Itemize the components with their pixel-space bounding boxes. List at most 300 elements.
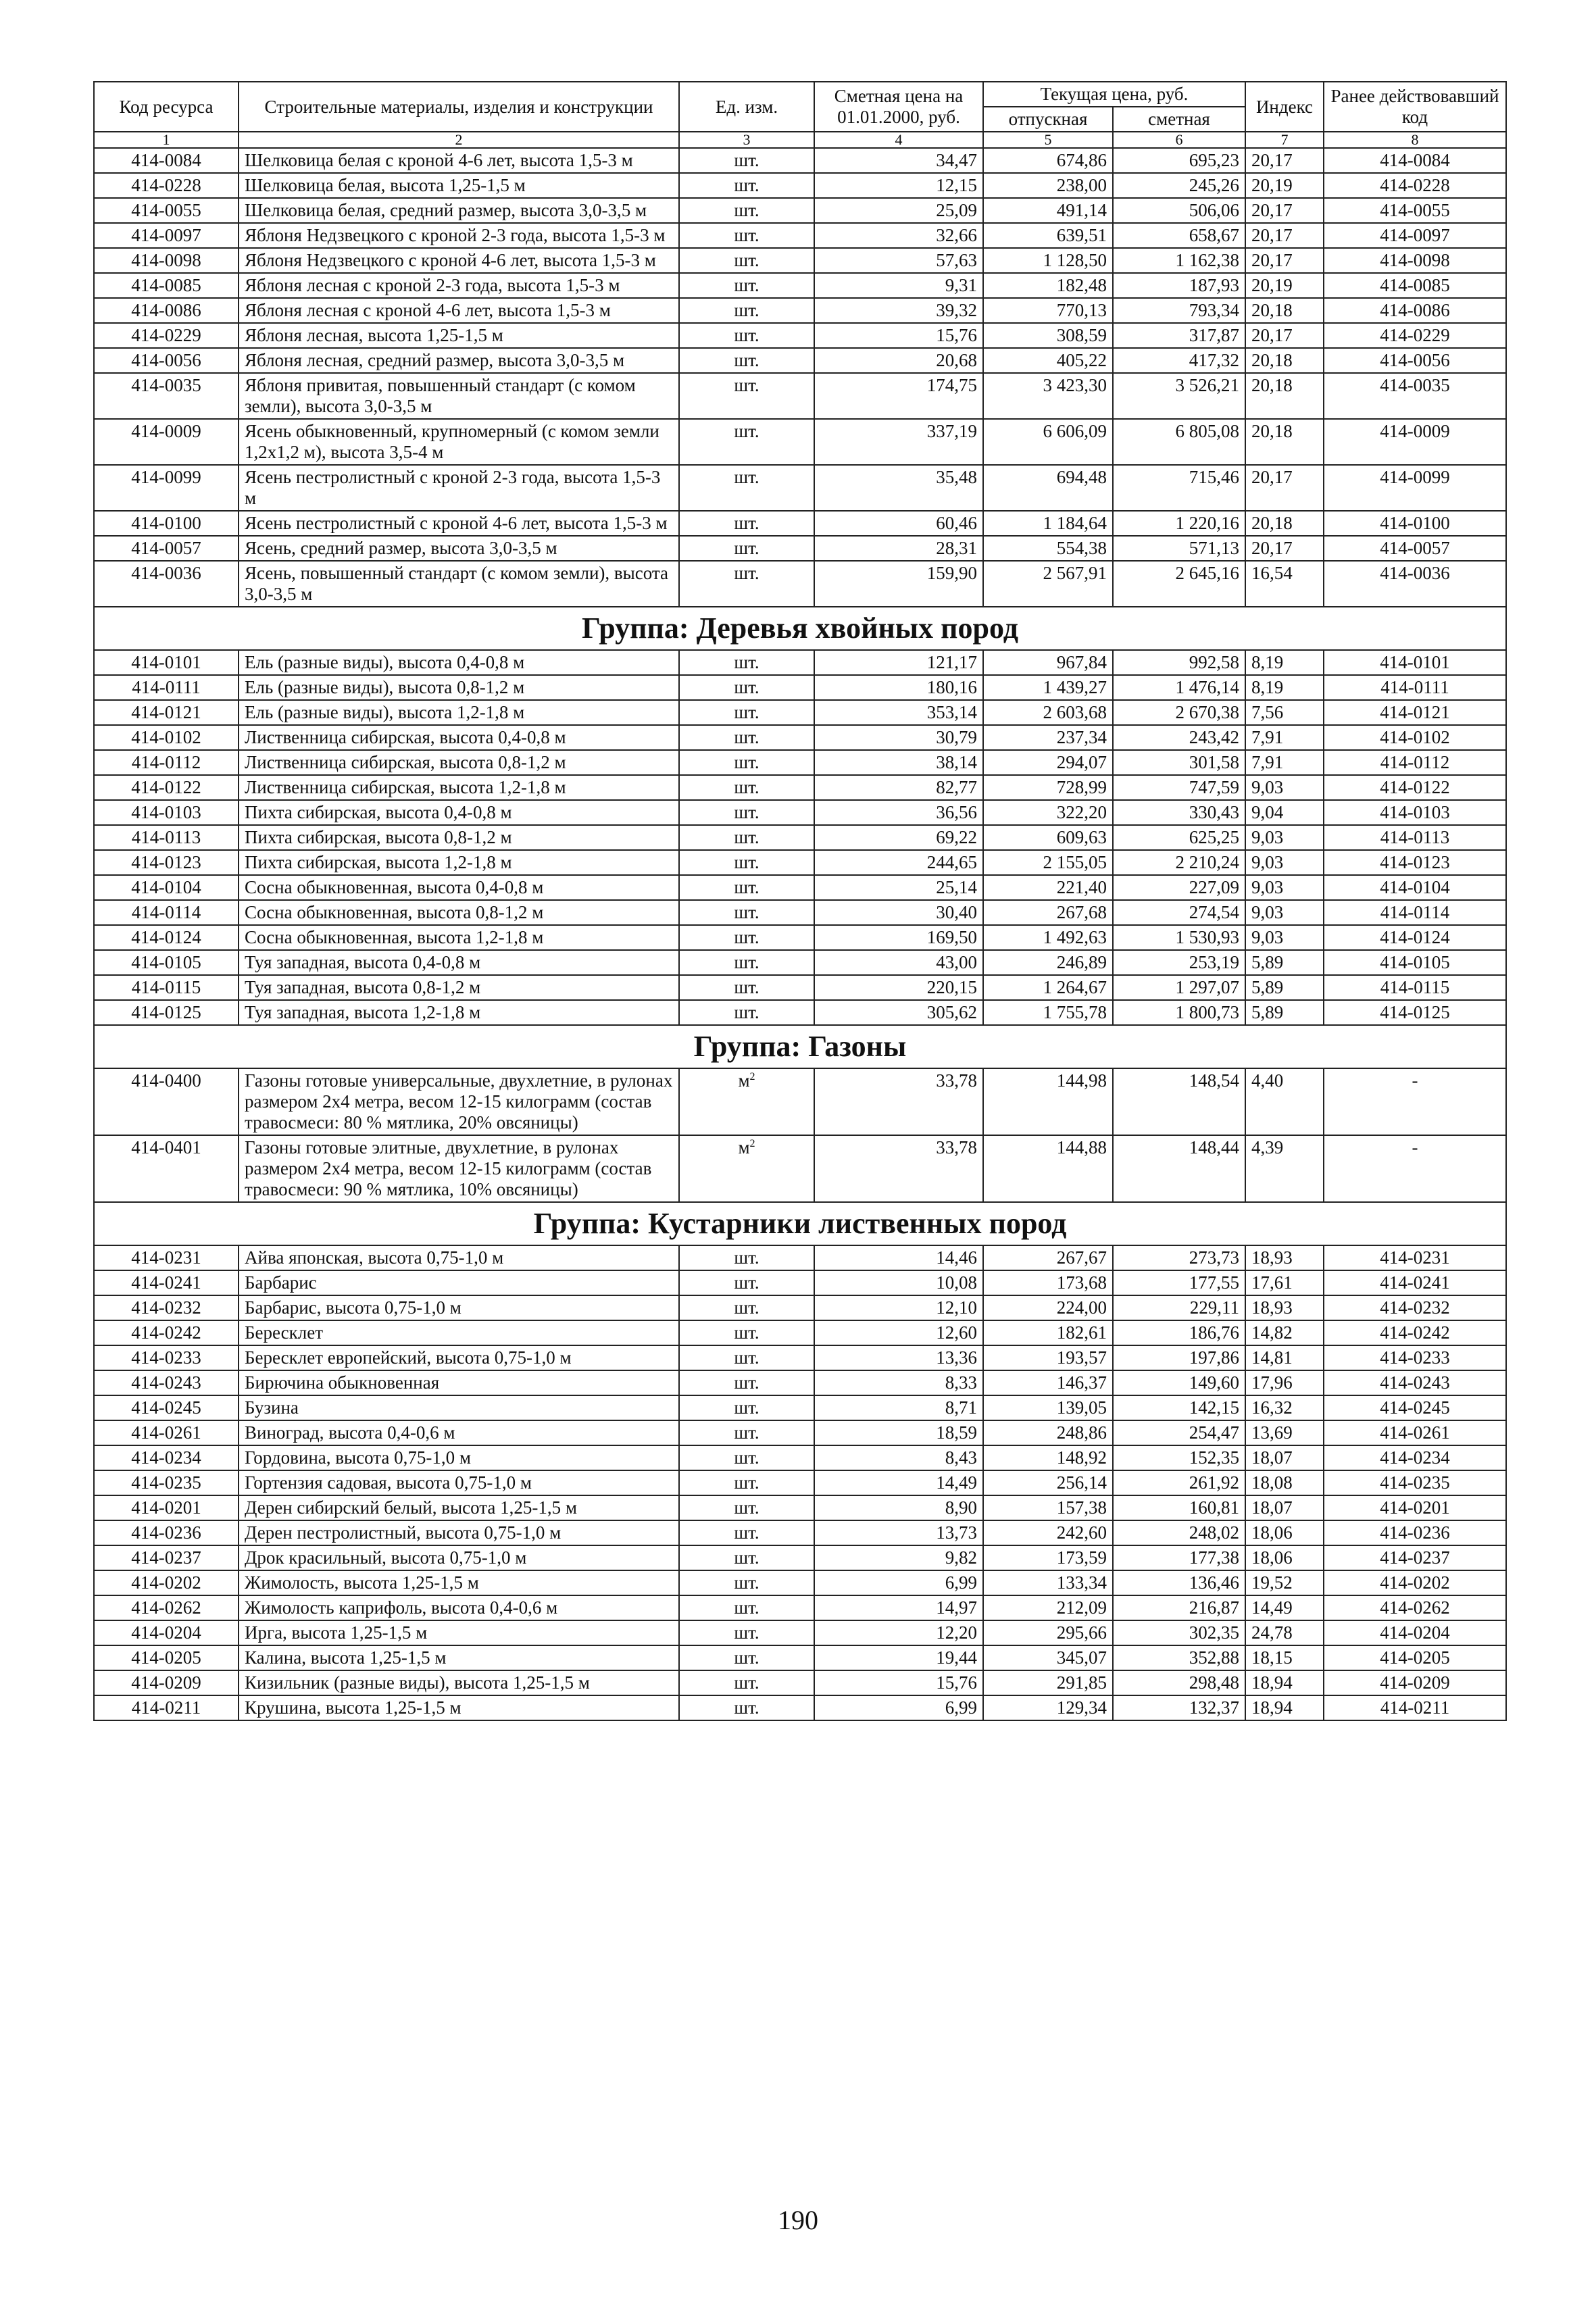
resource-code: 414-0211 (94, 1695, 239, 1720)
previous-code: 414-0204 (1324, 1620, 1506, 1645)
release-price: 267,68 (983, 900, 1113, 925)
resource-code: 414-0056 (94, 348, 239, 373)
material-name: Дрок красильный, высота 0,75-1,0 м (239, 1545, 679, 1570)
estimate-price: 245,26 (1113, 173, 1245, 198)
price-index: 18,08 (1245, 1470, 1324, 1495)
release-price: 967,84 (983, 650, 1113, 675)
unit: шт. (679, 348, 814, 373)
previous-code: 414-0228 (1324, 173, 1506, 198)
unit: шт. (679, 173, 814, 198)
release-price: 1 492,63 (983, 925, 1113, 950)
price-index: 20,18 (1245, 419, 1324, 465)
base-price: 33,78 (814, 1135, 983, 1202)
price-index: 14,82 (1245, 1320, 1324, 1345)
table-row (94, 323, 1506, 348)
price-index: 19,52 (1245, 1570, 1324, 1595)
unit: шт. (679, 148, 814, 173)
previous-code: 414-0121 (1324, 700, 1506, 725)
material-name: Пихта сибирская, высота 1,2-1,8 м (239, 850, 679, 875)
material-name: Сосна обыкновенная, высота 0,8-1,2 м (239, 900, 679, 925)
col-number: 4 (814, 132, 983, 148)
material-name: Лиственница сибирская, высота 0,8-1,2 м (239, 750, 679, 775)
previous-code: 414-0035 (1324, 373, 1506, 419)
header-base-price: Сметная цена на 01.01.2000, руб. (814, 82, 983, 132)
base-price: 25,09 (814, 198, 983, 223)
base-price: 36,56 (814, 800, 983, 825)
previous-code: 414-0125 (1324, 1000, 1506, 1025)
base-price: 33,78 (814, 1068, 983, 1135)
resource-code: 414-0097 (94, 223, 239, 248)
resource-code: 414-0232 (94, 1295, 239, 1320)
previous-code: 414-0113 (1324, 825, 1506, 850)
table-row (94, 1068, 1506, 1135)
table-row (94, 419, 1506, 465)
estimate-price: 317,87 (1113, 323, 1245, 348)
material-name: Жимолость каприфоль, высота 0,4-0,6 м (239, 1595, 679, 1620)
material-name: Шелковица белая, высота 1,25-1,5 м (239, 173, 679, 198)
unit: шт. (679, 298, 814, 323)
release-price: 1 755,78 (983, 1000, 1113, 1025)
release-price: 609,63 (983, 825, 1113, 850)
material-name: Кизильник (разные виды), высота 1,25-1,5 м (239, 1670, 679, 1695)
resource-code: 414-0113 (94, 825, 239, 850)
release-price: 248,86 (983, 1420, 1113, 1445)
base-price: 9,31 (814, 273, 983, 298)
base-price: 32,66 (814, 223, 983, 248)
base-price: 38,14 (814, 750, 983, 775)
table-row (94, 348, 1506, 373)
release-price: 212,09 (983, 1595, 1113, 1620)
estimate-price: 273,73 (1113, 1245, 1245, 1270)
header-index: Индекс (1245, 82, 1324, 132)
estimate-price: 352,88 (1113, 1645, 1245, 1670)
release-price: 193,57 (983, 1345, 1113, 1370)
previous-code: 414-0085 (1324, 273, 1506, 298)
price-index: 17,61 (1245, 1270, 1324, 1295)
estimate-price: 227,09 (1113, 875, 1245, 900)
resource-code: 414-0262 (94, 1595, 239, 1620)
price-index: 14,49 (1245, 1595, 1324, 1620)
previous-code: 414-0201 (1324, 1495, 1506, 1520)
col-number: 2 (239, 132, 679, 148)
previous-code: 414-0104 (1324, 875, 1506, 900)
resource-code: 414-0202 (94, 1570, 239, 1595)
estimate-price: 658,67 (1113, 223, 1245, 248)
table-row (94, 1270, 1506, 1295)
unit: шт. (679, 975, 814, 1000)
unit: шт. (679, 1470, 814, 1495)
base-price: 60,46 (814, 511, 983, 536)
unit: шт. (679, 900, 814, 925)
table-row (94, 173, 1506, 198)
table-row (94, 1670, 1506, 1695)
unit: шт. (679, 850, 814, 875)
material-name: Гортензия садовая, высота 0,75-1,0 м (239, 1470, 679, 1495)
price-index: 18,06 (1245, 1520, 1324, 1545)
base-price: 180,16 (814, 675, 983, 700)
release-price: 1 264,67 (983, 975, 1113, 1000)
release-price: 182,48 (983, 273, 1113, 298)
release-price: 3 423,30 (983, 373, 1113, 419)
table-row (94, 675, 1506, 700)
unit: шт. (679, 198, 814, 223)
release-price: 295,66 (983, 1620, 1113, 1645)
unit-superscript: 2 (749, 1138, 755, 1149)
previous-code: 414-0234 (1324, 1445, 1506, 1470)
material-name: Туя западная, высота 1,2-1,8 м (239, 1000, 679, 1025)
resource-code: 414-0241 (94, 1270, 239, 1295)
unit: шт. (679, 1520, 814, 1545)
group-title: Группа: Газоны (94, 1025, 1506, 1068)
resource-code: 414-0085 (94, 273, 239, 298)
table-row (94, 1520, 1506, 1545)
material-name: Крушина, высота 1,25-1,5 м (239, 1695, 679, 1720)
estimate-price: 3 526,21 (1113, 373, 1245, 419)
unit: шт. (679, 925, 814, 950)
table-row (94, 925, 1506, 950)
base-price: 220,15 (814, 975, 983, 1000)
table-row (94, 1345, 1506, 1370)
release-price: 173,59 (983, 1545, 1113, 1570)
material-name: Бересклет европейский, высота 0,75-1,0 м (239, 1345, 679, 1370)
price-index: 20,17 (1245, 223, 1324, 248)
unit (679, 1068, 814, 1135)
base-price: 169,50 (814, 925, 983, 950)
resource-code: 414-0055 (94, 198, 239, 223)
material-name: Сосна обыкновенная, высота 1,2-1,8 м (239, 925, 679, 950)
material-name: Ясень пестролистный с кроной 2-3 года, высота 1,5-3 м (239, 465, 679, 511)
material-name: Ирга, высота 1,25-1,5 м (239, 1620, 679, 1645)
base-price: 8,71 (814, 1395, 983, 1420)
base-price: 69,22 (814, 825, 983, 850)
price-index: 5,89 (1245, 1000, 1324, 1025)
table-row (94, 950, 1506, 975)
price-index: 20,17 (1245, 148, 1324, 173)
material-name: Ясень пестролистный с кроной 4-6 лет, высота 1,5-3 м (239, 511, 679, 536)
price-index: 20,17 (1245, 323, 1324, 348)
resource-code: 414-0035 (94, 373, 239, 419)
price-table (93, 81, 1507, 1721)
table-row (94, 1620, 1506, 1645)
base-price: 39,32 (814, 298, 983, 323)
material-name: Шелковица белая, средний размер, высота 3,0-3,5 м (239, 198, 679, 223)
price-index: 20,17 (1245, 465, 1324, 511)
price-index: 4,39 (1245, 1135, 1324, 1202)
resource-code: 414-0121 (94, 700, 239, 725)
price-index: 20,17 (1245, 536, 1324, 561)
price-index: 8,19 (1245, 675, 1324, 700)
base-price: 28,31 (814, 536, 983, 561)
material-name: Яблоня Недзвецкого с кроной 4-6 лет, высота 1,5-3 м (239, 248, 679, 273)
price-index: 9,03 (1245, 875, 1324, 900)
release-price: 182,61 (983, 1320, 1113, 1345)
table-row (94, 536, 1506, 561)
estimate-price: 715,46 (1113, 465, 1245, 511)
header-code: Код ресурса (94, 82, 239, 132)
previous-code: 414-0245 (1324, 1395, 1506, 1420)
table-row (94, 750, 1506, 775)
estimate-price: 695,23 (1113, 148, 1245, 173)
resource-code: 414-0102 (94, 725, 239, 750)
material-name: Пихта сибирская, высота 0,4-0,8 м (239, 800, 679, 825)
release-price: 6 606,09 (983, 419, 1113, 465)
estimate-price: 152,35 (1113, 1445, 1245, 1470)
resource-code: 414-0103 (94, 800, 239, 825)
estimate-price: 1 162,38 (1113, 248, 1245, 273)
previous-code: 414-0084 (1324, 148, 1506, 173)
resource-code: 414-0115 (94, 975, 239, 1000)
price-index: 20,18 (1245, 298, 1324, 323)
release-price: 242,60 (983, 1520, 1113, 1545)
estimate-price: 197,86 (1113, 1345, 1245, 1370)
estimate-price: 229,11 (1113, 1295, 1245, 1320)
price-index: 18,07 (1245, 1495, 1324, 1520)
price-index: 18,94 (1245, 1695, 1324, 1720)
material-name: Ель (разные виды), высота 0,4-0,8 м (239, 650, 679, 675)
unit: шт. (679, 465, 814, 511)
material-name: Ясень, повышенный стандарт (с комом земли), высота 3,0-3,5 м (239, 561, 679, 607)
table-row (94, 1545, 1506, 1570)
table-row (94, 1595, 1506, 1620)
estimate-price: 417,32 (1113, 348, 1245, 373)
resource-code: 414-0201 (94, 1495, 239, 1520)
estimate-price: 261,92 (1113, 1470, 1245, 1495)
column-number-row (94, 132, 1506, 148)
table-row (94, 273, 1506, 298)
material-name: Яблоня лесная с кроной 2-3 года, высота 1,5-3 м (239, 273, 679, 298)
unit: шт. (679, 1695, 814, 1720)
estimate-price: 177,38 (1113, 1545, 1245, 1570)
price-index: 20,17 (1245, 198, 1324, 223)
base-price: 12,60 (814, 1320, 983, 1345)
release-price: 1 439,27 (983, 675, 1113, 700)
previous-code: 414-0036 (1324, 561, 1506, 607)
base-price: 13,73 (814, 1520, 983, 1545)
base-price: 15,76 (814, 323, 983, 348)
previous-code: 414-0235 (1324, 1470, 1506, 1495)
table-row (94, 850, 1506, 875)
estimate-price: 506,06 (1113, 198, 1245, 223)
previous-code: 414-0236 (1324, 1520, 1506, 1545)
estimate-price: 6 805,08 (1113, 419, 1245, 465)
previous-code: 414-0205 (1324, 1645, 1506, 1670)
release-price: 157,38 (983, 1495, 1113, 1520)
resource-code: 414-0122 (94, 775, 239, 800)
header-release-price: отпускная (983, 107, 1113, 132)
base-price: 244,65 (814, 850, 983, 875)
previous-code: 414-0241 (1324, 1270, 1506, 1295)
material-name: Калина, высота 1,25-1,5 м (239, 1645, 679, 1670)
resource-code: 414-0204 (94, 1620, 239, 1645)
resource-code: 414-0124 (94, 925, 239, 950)
price-index: 9,04 (1245, 800, 1324, 825)
material-name: Виноград, высота 0,4-0,6 м (239, 1420, 679, 1445)
table-row (94, 198, 1506, 223)
unit: шт. (679, 750, 814, 775)
table-row (94, 900, 1506, 925)
unit: шт. (679, 775, 814, 800)
group-heading-row (94, 607, 1506, 650)
estimate-price: 793,34 (1113, 298, 1245, 323)
unit: шт. (679, 536, 814, 561)
estimate-price: 625,25 (1113, 825, 1245, 850)
resource-code: 414-0104 (94, 875, 239, 900)
material-name: Айва японская, высота 0,75-1,0 м (239, 1245, 679, 1270)
base-price: 353,14 (814, 700, 983, 725)
header-estimate-price: сметная (1113, 107, 1245, 132)
price-index: 9,03 (1245, 850, 1324, 875)
base-price: 19,44 (814, 1645, 983, 1670)
previous-code: 414-0101 (1324, 650, 1506, 675)
unit: шт. (679, 248, 814, 273)
previous-code: 414-0112 (1324, 750, 1506, 775)
release-price: 728,99 (983, 775, 1113, 800)
previous-code: 414-0209 (1324, 1670, 1506, 1695)
table-row (94, 725, 1506, 750)
material-name: Барбарис, высота 0,75-1,0 м (239, 1295, 679, 1320)
resource-code: 414-0401 (94, 1135, 239, 1202)
unit: шт. (679, 675, 814, 700)
group-title: Группа: Кустарники лиственных пород (94, 1202, 1506, 1245)
resource-code: 414-0114 (94, 900, 239, 925)
release-price: 345,07 (983, 1645, 1113, 1670)
resource-code: 414-0036 (94, 561, 239, 607)
estimate-price: 243,42 (1113, 725, 1245, 750)
estimate-price: 302,35 (1113, 1620, 1245, 1645)
estimate-price: 747,59 (1113, 775, 1245, 800)
release-price: 2 603,68 (983, 700, 1113, 725)
estimate-price: 1 800,73 (1113, 1000, 1245, 1025)
previous-code: 414-0123 (1324, 850, 1506, 875)
material-name: Гордовина, высота 0,75-1,0 м (239, 1445, 679, 1470)
table-row (94, 1135, 1506, 1202)
base-price: 6,99 (814, 1695, 983, 1720)
table-header (94, 82, 1506, 148)
estimate-price: 274,54 (1113, 900, 1245, 925)
base-price: 8,90 (814, 1495, 983, 1520)
table-row (94, 1695, 1506, 1720)
previous-code: 414-0114 (1324, 900, 1506, 925)
previous-code: 414-0232 (1324, 1295, 1506, 1320)
resource-code: 414-0231 (94, 1245, 239, 1270)
base-price: 12,20 (814, 1620, 983, 1645)
resource-code: 414-0111 (94, 675, 239, 700)
material-name: Бузина (239, 1395, 679, 1420)
previous-code: 414-0202 (1324, 1570, 1506, 1595)
estimate-price: 254,47 (1113, 1420, 1245, 1445)
previous-code: 414-0243 (1324, 1370, 1506, 1395)
header-unit: Ед. изм. (679, 82, 814, 132)
resource-code: 414-0057 (94, 536, 239, 561)
unit-base: м (738, 1137, 750, 1158)
col-number: 5 (983, 132, 1113, 148)
resource-code: 414-0233 (94, 1345, 239, 1370)
previous-code: 414-0262 (1324, 1595, 1506, 1620)
resource-code: 414-0242 (94, 1320, 239, 1345)
material-name: Яблоня привитая, повышенный стандарт (с комом земли), высота 3,0-3,5 м (239, 373, 679, 419)
material-name: Жимолость, высота 1,25-1,5 м (239, 1570, 679, 1595)
base-price: 9,82 (814, 1545, 983, 1570)
price-index: 9,03 (1245, 900, 1324, 925)
base-price: 10,08 (814, 1270, 983, 1295)
base-price: 12,15 (814, 173, 983, 198)
table-row (94, 1000, 1506, 1025)
release-price: 148,92 (983, 1445, 1113, 1470)
price-index: 14,81 (1245, 1345, 1324, 1370)
base-price: 305,62 (814, 1000, 983, 1025)
unit: шт. (679, 1245, 814, 1270)
resource-code: 414-0009 (94, 419, 239, 465)
unit: шт. (679, 1370, 814, 1395)
unit: шт. (679, 1420, 814, 1445)
table-row (94, 465, 1506, 511)
material-name: Яблоня лесная, средний размер, высота 3,0-3,5 м (239, 348, 679, 373)
table-row (94, 1295, 1506, 1320)
release-price: 322,20 (983, 800, 1113, 825)
unit (679, 1135, 814, 1202)
price-index: 7,91 (1245, 750, 1324, 775)
material-name: Сосна обыкновенная, высота 0,4-0,8 м (239, 875, 679, 900)
material-name: Яблоня лесная с кроной 4-6 лет, высота 1,5-3 м (239, 298, 679, 323)
release-price: 1 184,64 (983, 511, 1113, 536)
price-index: 20,19 (1245, 173, 1324, 198)
estimate-price: 2 645,16 (1113, 561, 1245, 607)
resource-code: 414-0084 (94, 148, 239, 173)
material-name: Пихта сибирская, высота 0,8-1,2 м (239, 825, 679, 850)
unit: шт. (679, 800, 814, 825)
release-price: 256,14 (983, 1470, 1113, 1495)
base-price: 12,10 (814, 1295, 983, 1320)
release-price: 1 128,50 (983, 248, 1113, 273)
material-name: Яблоня лесная, высота 1,25-1,5 м (239, 323, 679, 348)
material-name: Ель (разные виды), высота 0,8-1,2 м (239, 675, 679, 700)
price-index: 17,96 (1245, 1370, 1324, 1395)
unit: шт. (679, 1570, 814, 1595)
material-name: Шелковица белая с кроной 4-6 лет, высота 1,5-3 м (239, 148, 679, 173)
resource-code: 414-0098 (94, 248, 239, 273)
price-index: 9,03 (1245, 925, 1324, 950)
base-price: 6,99 (814, 1570, 983, 1595)
previous-code: 414-0124 (1324, 925, 1506, 950)
base-price: 43,00 (814, 950, 983, 975)
price-sheet (93, 81, 1505, 1721)
unit: шт. (679, 875, 814, 900)
table-row (94, 298, 1506, 323)
unit: шт. (679, 1395, 814, 1420)
material-name: Ель (разные виды), высота 1,2-1,8 м (239, 700, 679, 725)
unit: шт. (679, 825, 814, 850)
previous-code: 414-0261 (1324, 1420, 1506, 1445)
resource-code: 414-0245 (94, 1395, 239, 1420)
release-price: 291,85 (983, 1670, 1113, 1695)
table-row (94, 1420, 1506, 1445)
resource-code: 414-0237 (94, 1545, 239, 1570)
estimate-price: 216,87 (1113, 1595, 1245, 1620)
price-index: 18,07 (1245, 1445, 1324, 1470)
table-row (94, 1495, 1506, 1520)
unit: шт. (679, 1495, 814, 1520)
release-price: 129,34 (983, 1695, 1113, 1720)
price-index: 18,06 (1245, 1545, 1324, 1570)
price-index: 18,93 (1245, 1245, 1324, 1270)
estimate-price: 992,58 (1113, 650, 1245, 675)
material-name: Бирючина обыкновенная (239, 1370, 679, 1395)
release-price: 133,34 (983, 1570, 1113, 1595)
previous-code: 414-0233 (1324, 1345, 1506, 1370)
table-row (94, 1470, 1506, 1495)
release-price: 308,59 (983, 323, 1113, 348)
estimate-price: 301,58 (1113, 750, 1245, 775)
